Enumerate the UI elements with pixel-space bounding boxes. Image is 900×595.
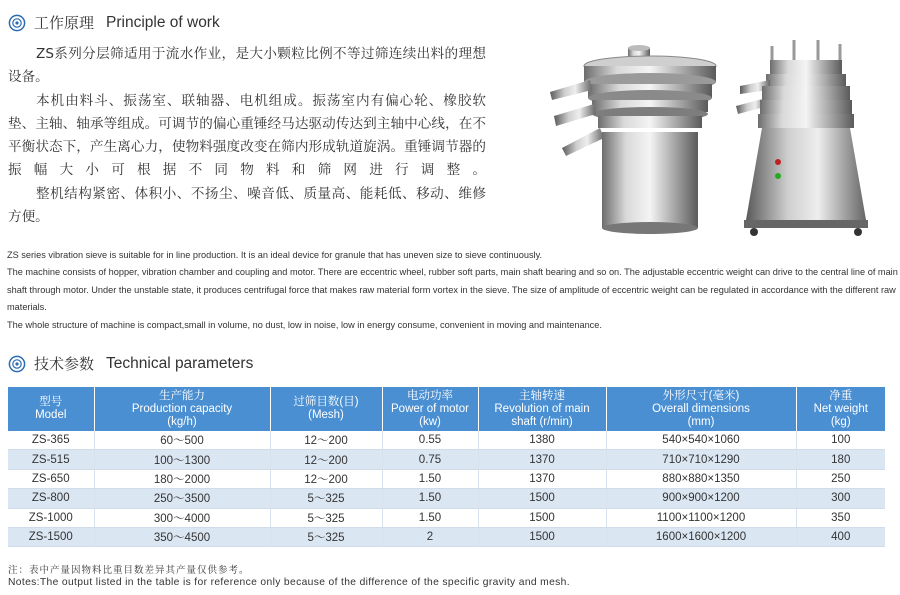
cell-dimensions: 1600×1600×1200 [606, 527, 796, 546]
cell-dimensions: 1100×1100×1200 [606, 508, 796, 527]
cell-model: ZS-650 [8, 469, 94, 488]
chinese-description [8, 43, 486, 229]
target-icon [8, 14, 26, 32]
cell-mesh: 12～200 [270, 450, 382, 469]
en-paragraph: The machine consists of hopper, vibration chamber and coupling and motor. There are eccentric wheel, rubber soft parts, main shaft bearing and so on. The adjustable eccentric weight can drive to the central line of main shaft through motor. Under the unstable state, it produces centrifugal force that makes raw material form vortex in the sieve. The size of amplitude of eccentric weight can be regulated in accordance with the different raw materials. [7, 267, 898, 313]
cell-mesh: 12～200 [270, 431, 382, 450]
machine-photos [540, 40, 900, 240]
english-description [7, 247, 900, 334]
cell-revolution: 1370 [478, 450, 606, 469]
vibration-sieve-photo-2 [736, 40, 868, 236]
cn-line: 整机结构紧密、体积小、不扬尘、噪音低、质量高、能耗低、移动、维修 [36, 185, 486, 202]
cell-revolution: 1380 [478, 431, 606, 450]
section-title-en: Technical parameters [106, 354, 254, 372]
header-net-weight: 净重 Net weight (kg) [796, 387, 885, 431]
section-title-cn: 工作原理 [34, 14, 95, 32]
cell-weight: 250 [796, 469, 885, 488]
cn-line: 设备。 [8, 69, 49, 86]
cell-mesh: 5～325 [270, 508, 382, 527]
vibration-sieve-photo-1 [550, 45, 716, 234]
section-heading-principle [8, 12, 220, 33]
cell-power: 1.50 [382, 469, 478, 488]
section-heading-technical [8, 353, 253, 374]
cell-power: 1.50 [382, 508, 478, 527]
cell-weight: 180 [796, 450, 885, 469]
target-icon [8, 355, 26, 373]
cell-model: ZS-1000 [8, 508, 94, 527]
table-row [8, 527, 885, 546]
cell-dimensions: 900×900×1200 [606, 489, 796, 508]
cell-capacity: 250～3500 [94, 489, 270, 508]
table-row [8, 469, 885, 488]
cell-dimensions: 880×880×1350 [606, 469, 796, 488]
note-english: Notes:The output listed in the table is for reference only because of the difference of the specific gravity and mesh. [8, 577, 570, 588]
cell-weight: 400 [796, 527, 885, 546]
cell-dimensions: 540×540×1060 [606, 431, 796, 450]
en-paragraph: ZS series vibration sieve is suitable for in line production. It is an ideal device for granule that has uneven size to sieve continuously. [7, 250, 543, 260]
cell-mesh: 12～200 [270, 469, 382, 488]
cell-revolution: 1500 [478, 527, 606, 546]
table-row [8, 508, 885, 527]
cell-model: ZS-1500 [8, 527, 94, 546]
cell-model: ZS-365 [8, 431, 94, 450]
header-revolution: 主轴转速 Revolution of main shaft (r/min) [478, 387, 606, 431]
cell-capacity: 300～4000 [94, 508, 270, 527]
table-header-row [8, 387, 885, 431]
header-mesh: 过筛目数(目) (Mesh) [270, 387, 382, 431]
table-row [8, 431, 885, 450]
cell-power: 1.50 [382, 489, 478, 508]
cell-revolution: 1370 [478, 469, 606, 488]
cell-weight: 300 [796, 489, 885, 508]
cell-revolution: 1500 [478, 508, 606, 527]
cell-power: 0.75 [382, 450, 478, 469]
header-power: 电动功率 Power of motor (kw) [382, 387, 478, 431]
technical-parameters-table [8, 387, 885, 547]
header-production-capacity: 生产能力 Production capacity (kg/h) [94, 387, 270, 431]
section-title-cn: 技术参数 [34, 355, 95, 373]
cell-dimensions: 710×710×1290 [606, 450, 796, 469]
header-model: 型号 Model [8, 387, 94, 431]
cell-capacity: 100～1300 [94, 450, 270, 469]
cell-mesh: 5～325 [270, 527, 382, 546]
cn-line: 本机由料斗、振荡室、联轴器、电机组成。振荡室内有偏心轮、橡胶软 [36, 92, 486, 109]
cell-weight: 350 [796, 508, 885, 527]
header-dimensions: 外形尺寸(毫米) Overall dimensions (mm) [606, 387, 796, 431]
cell-mesh: 5～325 [270, 489, 382, 508]
cell-model: ZS-515 [8, 450, 94, 469]
table-row [8, 450, 885, 469]
cn-line: 垫、主轴、轴承等组成。可调节的偏心重锤经马达驱动传达到主轴中心线，在不 [8, 115, 486, 132]
cell-power: 0.55 [382, 431, 478, 450]
cn-line: 平衡状态下，产生离心力，使物料强度改变在筛内形成轨道旋涡。重锤调节器的 [8, 139, 486, 156]
cell-revolution: 1500 [478, 489, 606, 508]
cell-capacity: 60～500 [94, 431, 270, 450]
cell-capacity: 350～4500 [94, 527, 270, 546]
table-row [8, 489, 885, 508]
section-title-en: Principle of work [106, 13, 220, 31]
cn-line: 方便。 [8, 209, 49, 226]
cell-model: ZS-800 [8, 489, 94, 508]
cell-power: 2 [382, 527, 478, 546]
cn-line: ZS系列分层筛适用于流水作业，是大小颗粒比例不等过筛连续出料的理想 [36, 46, 486, 62]
en-paragraph: The whole structure of machine is compact,small in volume, no dust, low in noise, low in energy consume, convenient in moving and maintenance. [7, 319, 602, 330]
cell-capacity: 180～2000 [94, 469, 270, 488]
note-chinese: 注：表中产量因物料比重目数差异其产量仅供参考。 [8, 565, 250, 576]
cell-weight: 100 [796, 431, 885, 450]
cn-line: 振幅大小可根据不同物料和筛网进行调整。 [8, 162, 486, 179]
